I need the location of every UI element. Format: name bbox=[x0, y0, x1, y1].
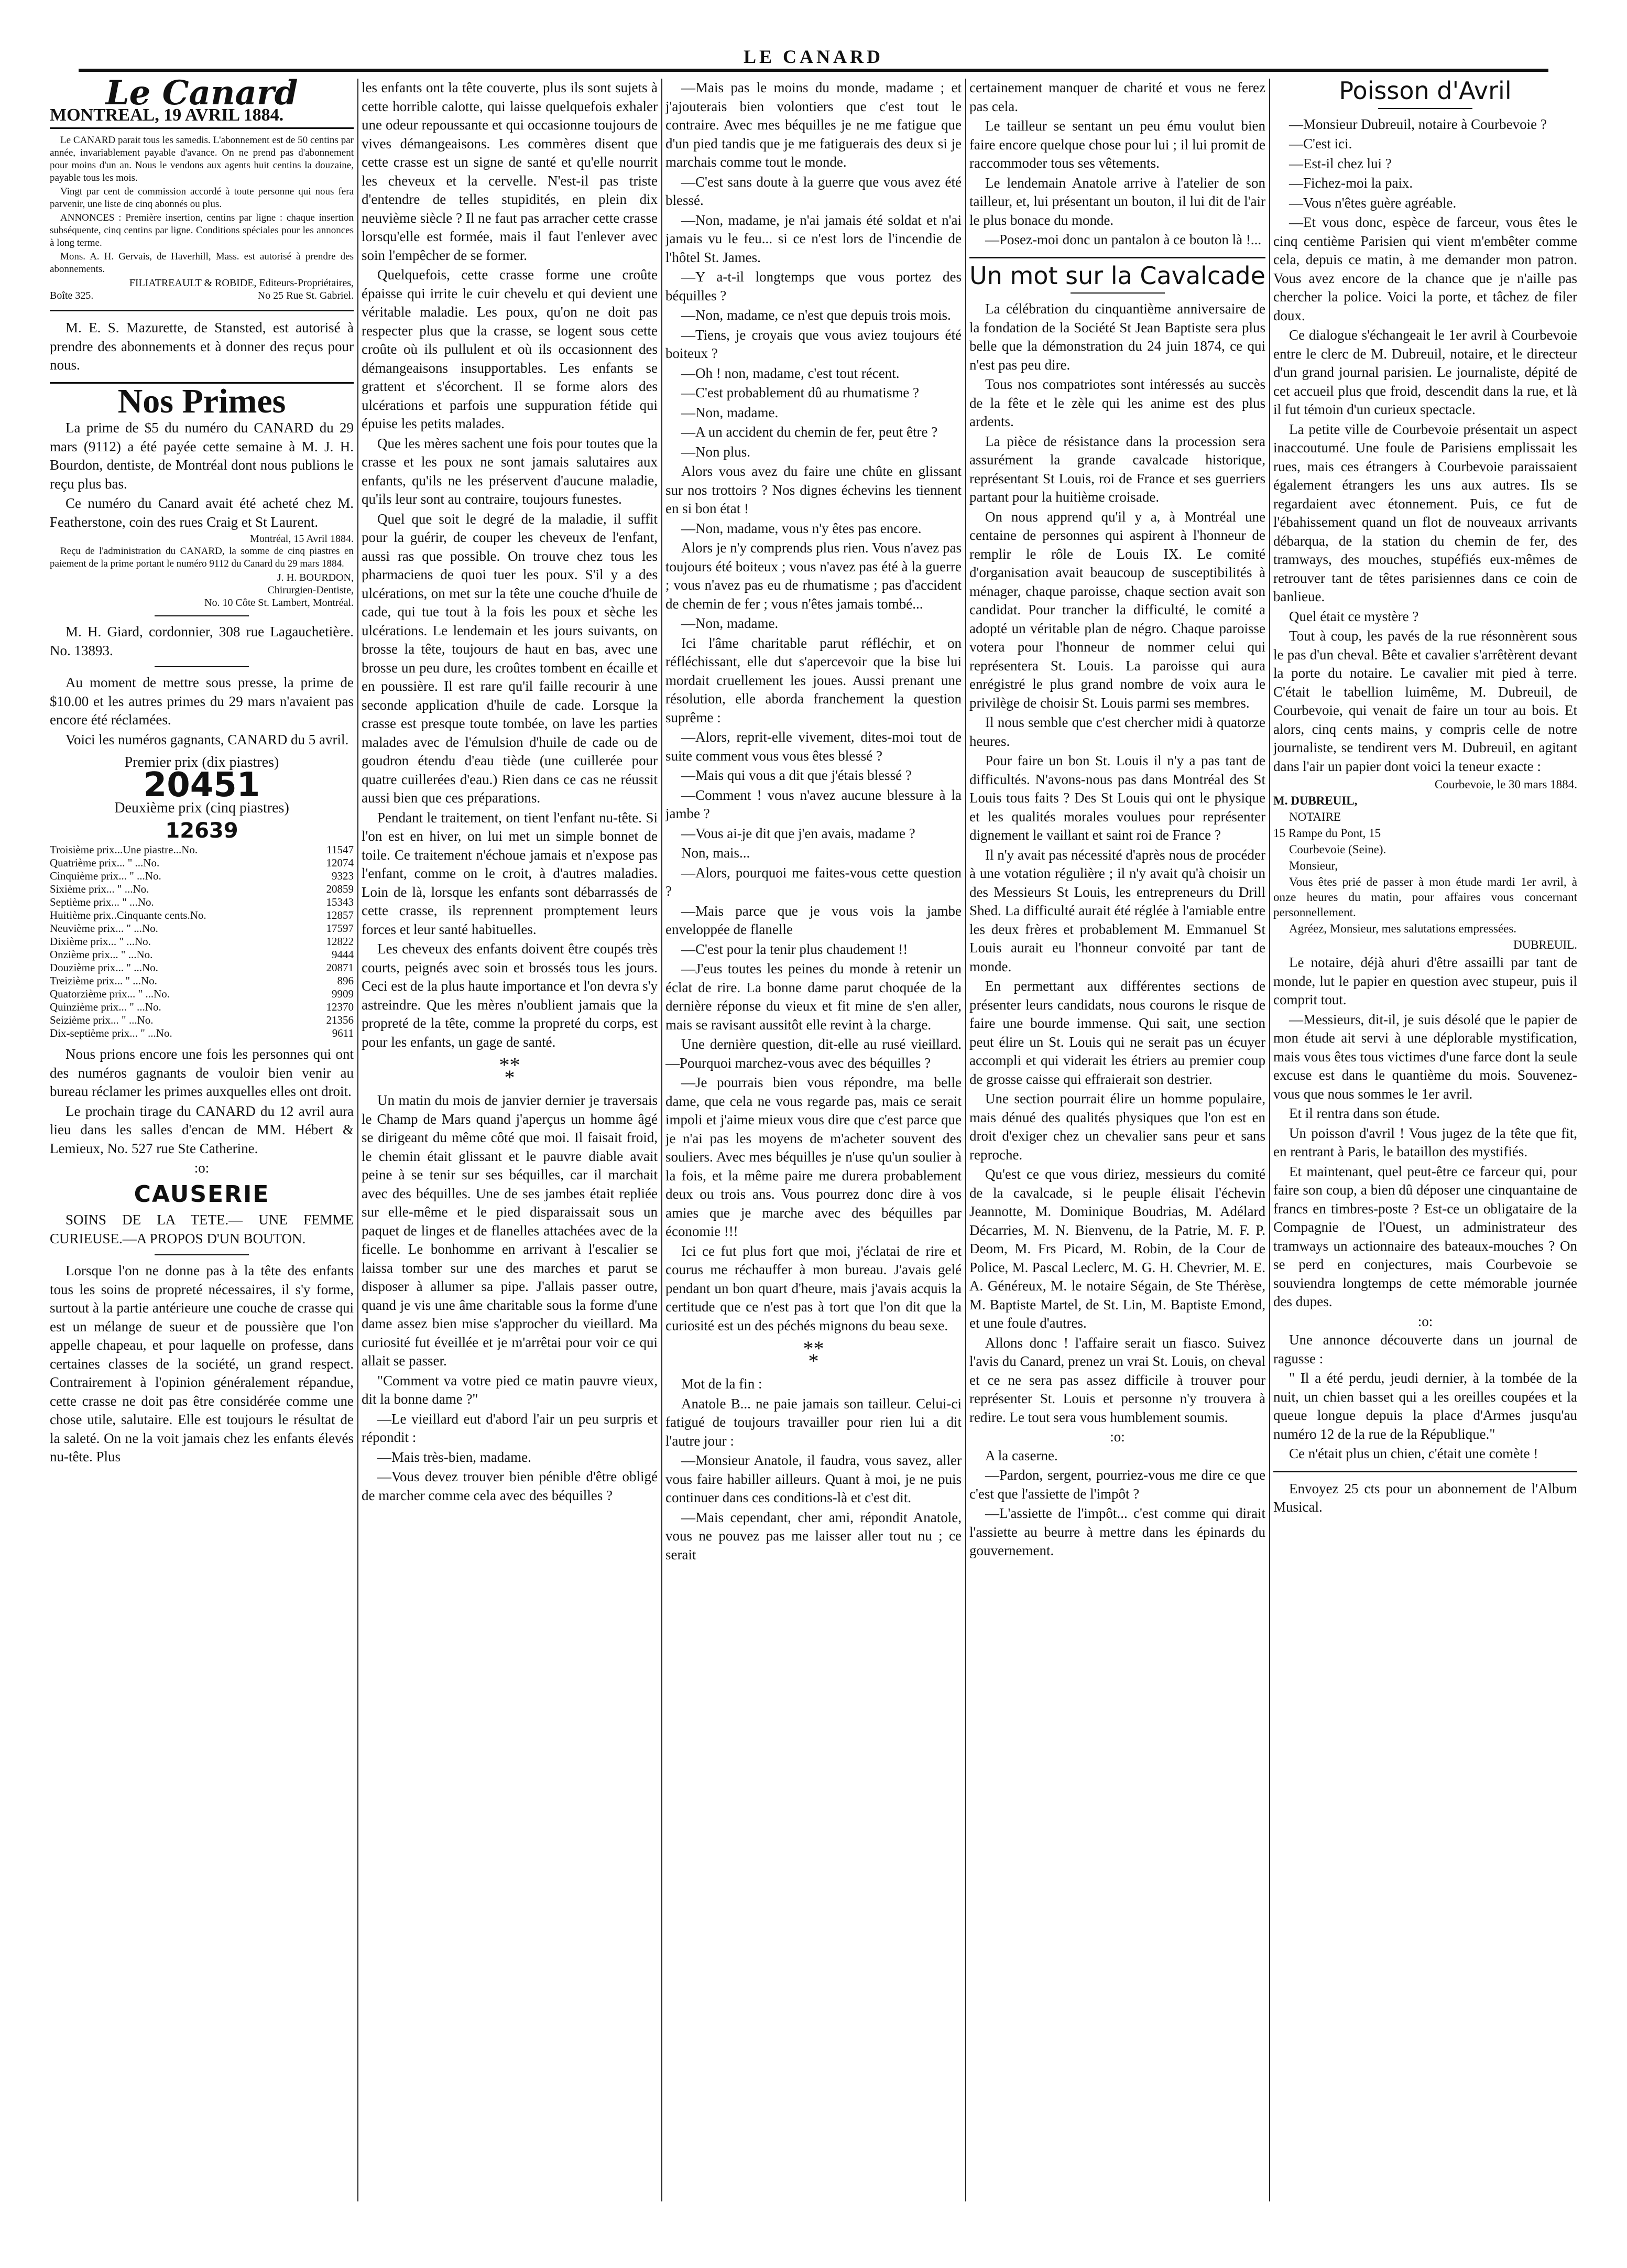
dialogue-line: Non, mais... bbox=[681, 845, 750, 861]
article-paragraph: Le tailleur se sentant un peu ému voulut bien faire encore quelque chose pour lui ; il lui promit de raccommoder tous ses vêtements. bbox=[969, 118, 1265, 171]
column-5 bbox=[1273, 79, 1577, 2201]
article-paragraph: Il nous semble que c'est chercher midi à quatorze heures. bbox=[969, 714, 1265, 749]
header-rule bbox=[79, 46, 1548, 72]
divider-rule bbox=[1071, 292, 1165, 294]
address-line bbox=[50, 289, 354, 302]
article-paragraph: Et maintenant, quel peut-être ce farceur qui, pour faire son coup, a bien dû déposer une cinquantaine de francs en timbres-poste ? Est-ce un obligataire de la Compagnie de l'Ouest, un administrateur des tramways un actionnaire des bateaux-mouches ? On se perd en conjectures, mais Courbevoie se souviendra longtemps de cette mémorable journée des dupes. bbox=[1273, 1163, 1577, 1309]
dialogue-line: —Mais parce que je vous vois la jambe enveloppée de flanelle bbox=[665, 903, 962, 937]
dialogue-line: —Est-il chez lui ? bbox=[1289, 155, 1392, 171]
article-paragraph: Un poisson d'avril ! Vous jugez de la tête que fit, en rentrant à Paris, le bataillon des mystifiés. bbox=[1273, 1125, 1577, 1159]
prize-label: Quatrième prix... " ...No. bbox=[50, 856, 160, 869]
prize-row bbox=[50, 843, 354, 856]
divider-rule bbox=[969, 257, 1265, 258]
section-divider: :o: bbox=[1110, 1429, 1125, 1445]
dialogue-line: —C'est pour la tenir plus chaudement !! bbox=[681, 941, 908, 957]
dialogue-line: —Mais qui vous a dit que j'étais blessé ? bbox=[681, 767, 912, 783]
article-paragraph: —Vous devez trouver bien pénible d'être obligé de marcher comme cela avec des béquilles ? bbox=[362, 1469, 658, 1503]
column-4 bbox=[969, 79, 1265, 2201]
article-paragraph: Envoyez 25 cts pour un abonnement de l'Album Musical. bbox=[1273, 1480, 1577, 1515]
info-paragraph: Le CANARD parait tous les samedis. L'abonnement est de 50 centins par année, invariablement payable d'avance. On ne prend pas d'abonnement pour moins d'un an. Nous le vendons aux agents huit centins la douzaine, payable tous les mois. bbox=[50, 135, 354, 183]
prize-label: Onzième prix... " ...No. bbox=[50, 948, 153, 961]
prize-list bbox=[50, 843, 354, 1040]
divider-rule bbox=[155, 615, 249, 616]
prize-no: 9323 bbox=[332, 870, 354, 882]
letter-body: Vous êtes prié de passer à mon étude mardi 1er avril, à onze heures du matin, pour affaires vous concernant personnellement. bbox=[1273, 875, 1577, 919]
column-divider bbox=[1269, 79, 1270, 2201]
dialogue-line: —Y a-t-il longtemps que vous portez des béquilles ? bbox=[665, 269, 962, 303]
prize-label: Cinquième prix... " ...No. bbox=[50, 870, 161, 882]
prize-row bbox=[50, 856, 354, 870]
prize-no: 9444 bbox=[332, 948, 354, 961]
prize-label: Sixième prix... " ...No. bbox=[50, 883, 149, 895]
column-divider bbox=[965, 79, 966, 2201]
prize-label: Seizième prix... " ...No. bbox=[50, 1014, 154, 1026]
article-paragraph: Allons donc ! l'affaire serait un fiasco. Suivez l'avis du Canard, prenez un vrai St. Louis, on cheval et ce ne sera pas assez difficile à trouver pour représenter St. Louis et personne n'y trouvera à redire. Le tout sera vous humblement soumis. bbox=[969, 1334, 1265, 1425]
article-paragraph: Il n'y avait pas nécessité d'après nous de procéder à une votation régulière ; il n'y avait qu'à choisir un des Messieurs St Louis, les entrepreneurs du Drill Shed. La difficulté aurait été réglée à l'amiable entre les deux frères et probablement M. Emmanuel St Louis aurait eu l'honneur convoité par tant de monde. bbox=[969, 847, 1265, 974]
section-divider: :o: bbox=[194, 1160, 210, 1176]
article-paragraph: En permettant aux différentes sections de présenter leurs candidats, nous courons le risque de faire une bourde immense. Qui sait, une section peut élire un St. Louis qui ne serait pas un écuyer accompli et qui viderait les étriers au premier coup de grosse caisse qui effraierait son destrier. bbox=[969, 978, 1265, 1087]
article-paragraph: Ce dialogue s'échangeait le 1er avril à Courbevoie entre le clerc de M. Dubreuil, notaire, et le directeur d'un grand journal parisien. Le journaliste, dépité de cet accueil plus que froid, descendit dans la rue, et là il fut témoin d'un curieux spectacle. bbox=[1273, 327, 1577, 417]
article-paragraph: Pendant le traitement, on tient l'enfant nu-tête. Si l'on est en hiver, on lui met un simple bonnet de toile. Ce traitement n'échoue jamais et n'expose pas l'enfant, comme on le croit, à d'autres maladies. Loin de là, lorsque les enfants sont débarrassés de cette crasse, ils reprennent promptement leurs forces et leur santé habituelles. bbox=[362, 809, 658, 937]
article-paragraph: Que les mères sachent une fois pour toutes que la crasse et les poux ne sont jamais salutaires aux enfants, qu'ils ne les préservent d'aucune maladie, qu'ils leur sont au contraire, toujours funestes. bbox=[362, 435, 658, 507]
column-3 bbox=[665, 79, 962, 2201]
prize-label: Treizième prix... " ...No. bbox=[50, 974, 157, 987]
dialogue-line: —Et vous donc, espèce de farceur, vous êtes le cinq centième Parisien qui vient m'embêter comme cela, depuis ce matin, à me demander mon patron. Vous avez encore de la chance que je n'aille pas chercher la police. Voici la porte, et tâchez de filer doux. bbox=[1273, 214, 1577, 323]
dialogue-line: —C'est probablement dû au rhumatisme ? bbox=[681, 385, 920, 400]
dialogue-line: —Mais cependant, cher ami, répondit Anatole, vous ne pouvez pas me laisser aller tout nu ; ce serait bbox=[665, 1509, 962, 1562]
letter-greeting: Monsieur, bbox=[1289, 859, 1338, 872]
dialogue-line: Alors je n'y comprends plus rien. Vous n'avez pas toujours été boiteux ; vous n'avez pas été à la guerre ; vous n'avez pas eu de rhumatisme ; pas d'accident de chemin de fer ; vous n'êtes jamais tombé... bbox=[665, 540, 962, 612]
prize-no: 17597 bbox=[326, 922, 354, 935]
prize-row bbox=[50, 870, 354, 883]
receipt-date: Montréal, 15 Avril 1884. bbox=[250, 533, 354, 545]
prize-row bbox=[50, 987, 354, 1001]
article-paragraph: A la caserne. bbox=[985, 1447, 1058, 1463]
causerie-paragraph: Lorsque l'on ne donne pas à la tête des enfants tous les soins de propreté nécessaires, il s'y forme, surtout à la partie antérieure une couche de crasse qui est un mélange de sueur et de poussière que l'on appelle chapeau, et pour laquelle on professe, dans certaines classes de la société, un grand respect. Contrairement à l'opinion généralement répandue, cette crasse ne doit pas être considérée comme une chose utile, salutaire. Elle est toujours le résultat de la saleté. On ne la voit jamais chez les enfants élevés nu-tête. Plus bbox=[50, 1263, 354, 1464]
dialogue-line: —Non, madame, je n'ai jamais été soldat et n'ai jamais vu le feu... si ce n'est lors de l'incendie de l'hôtel St. James. bbox=[665, 212, 962, 265]
prize-no: 12857 bbox=[326, 909, 354, 921]
section-divider: :o: bbox=[1417, 1313, 1433, 1329]
prize-label: Septième prix... " ...No. bbox=[50, 896, 154, 908]
divider-rule bbox=[50, 310, 354, 311]
column-2 bbox=[362, 79, 658, 2201]
prize-no: 9611 bbox=[332, 1027, 354, 1039]
prize-label: Dixième prix... " ...No. bbox=[50, 935, 151, 948]
notary-letter bbox=[1273, 777, 1577, 952]
moment-notice: Au moment de mettre sous presse, la prime de $10.00 et les autres primes du 29 mars n'avaient pas encore été réclamées. bbox=[50, 675, 354, 728]
dialogue-line: Ici ce fut plus fort que moi, j'éclatai de rire et courus me réchauffer à mon bureau. J'avais gelé pendant un bon quart d'heure, mais j'avais acquis la certitude que ce n'est pas à tort que l'on dit que la curiosité est un des péchés mignons du beau sexe. bbox=[665, 1243, 962, 1333]
column-divider bbox=[661, 79, 662, 2201]
dialogue-line: Alors vous avez du faire une chûte en glissant sur nos trottoirs ? Nos dignes échevins les tiennent en si bon état ! bbox=[665, 463, 962, 516]
article-paragraph: La petite ville de Courbevoie présentait un aspect inaccoutumé. Une foule de Parisiens emplissait les rues, mais ces étrangers à Courbevoie paraissaient également étrangers les uns aux autres. Ils se regardaient avec étonnement. Puis, ce fut de l'ébahissement quand un flot de nouveaux arrivants débarqua, de la station du chemin de fer, des tramways, des mouches, stupéfiés eux-mêmes de retrouver tant de têtes parisiennes dans ce coin de banlieue. bbox=[1273, 421, 1577, 604]
info-paragraph: Mons. A. H. Gervais, de Haverhill, Mass. est autorisé à prendre des abonnements. bbox=[50, 251, 354, 275]
letter-title: NOTAIRE bbox=[1289, 810, 1341, 823]
column-divider bbox=[357, 79, 358, 2201]
asterism: ** * bbox=[803, 1337, 824, 1373]
article-paragraph: La célébration du cinquantième anniversaire de la fondation de la Société St Jean Baptiste sera plus belle que la démonstration du 24 juin 1874, ce qui n'est pas peu dire. bbox=[969, 301, 1265, 373]
info-paragraph: ANNONCES : Première insertion, centins par ligne : chaque insertion subséquente, cinq centins par ligne. Conditions spéciales pour les annonces à long terme. bbox=[50, 212, 354, 248]
article-paragraph: "Comment va votre pied ce matin pauvre vieux, dit la bonne dame ?" bbox=[362, 1372, 658, 1407]
dialogue-line: —Monsieur Dubreuil, notaire à Courbevoie ? bbox=[1289, 116, 1547, 132]
dialogue-line: —Alors, reprit-elle vivement, dites-moi tout de suite comment vous vous êtes blessé ? bbox=[665, 729, 962, 764]
letter-name: M. DUBREUIL, bbox=[1273, 794, 1358, 807]
boite: Boîte 325. bbox=[50, 290, 94, 301]
divider-rule bbox=[1273, 1471, 1577, 1472]
address: No 25 Rue St. Gabriel. bbox=[257, 290, 354, 301]
dialogue-line: —Comment ! vous n'avez aucune blessure à la jambe ? bbox=[665, 787, 962, 821]
article-paragraph: " Il a été perdu, jeudi dernier, à la tombée de la nuit, un chien basset qui a les oreilles coupées et la queue longue depuis la place d'Armes jusqu'au numéro 12 de la rue de la République." bbox=[1273, 1370, 1577, 1442]
receipt-signature: J. H. BOURDON, bbox=[277, 572, 354, 583]
article-paragraph: Une section pourrait élire un homme populaire, mais dénué des qualités physiques que l'on est en droit d'exiger chez un chevalier sans peur et sans reproche. bbox=[969, 1091, 1265, 1163]
prize-row bbox=[50, 1014, 354, 1027]
receipt-signature: No. 10 Côte St. Lambert, Montréal. bbox=[204, 597, 354, 609]
article-paragraph: —Mais très-bien, madame. bbox=[377, 1449, 531, 1465]
column-1 bbox=[50, 79, 354, 2201]
article-paragraph: —Messieurs, dit-il, je suis désolé que le papier de mon étude ait servi à une déplorable mystification, mais vous êtes tous victimes d'une farce dont la seule excuse est dans le quantième du mois. Souvenez-vous que nous sommes le 1er avril. bbox=[1273, 1011, 1577, 1102]
prize-no: 21356 bbox=[326, 1014, 354, 1026]
article-paragraph: —Le vieillard eut d'abord l'air un peu surpris et répondit : bbox=[362, 1410, 658, 1445]
prize-no: 11547 bbox=[326, 843, 354, 856]
prize-row bbox=[50, 1027, 354, 1040]
article-paragraph: Le lendemain Anatole arrive à l'atelier de son tailleur, et, lui présentant un bouton, il lui dit de l'air le plus bonace du monde. bbox=[969, 175, 1265, 228]
primes-title: Nos Primes bbox=[117, 382, 286, 420]
dialogue-line: —C'est ici. bbox=[1289, 136, 1352, 151]
divider-rule bbox=[155, 666, 249, 667]
dialogue-line: —J'eus toutes les peines du monde à retenir un éclat de rire. La bonne dame parut choquée de la dernière réponse du vieux et fit mine de s'en aller, mais se ravisant aussitôt elle revint à la charge. bbox=[665, 961, 962, 1033]
article-paragraph: Un matin du mois de janvier dernier je traversais le Champ de Mars quand j'aperçus un homme âgé se dirigeant du même côté que moi. Il faisait froid, le chemin était glissant et le pauvre diable avait peine à se tenir sur ses béquilles, car il marchait avec des béquilles. Une de ses jambes était repliée sur elle-même et le pied disparaissait sous un paquet de linges et de flanelles attachées avec de la ficelle. Le bonhomme en arrivant à l'escalier se laissa tomber sur une des marches et parut se disposer à allumer sa pipe. J'allais passer outre, quand je vis une âme charitable sous la forme d'une dame assez bien mise s'approcher du vieillard. Ma curiosité fut éveillée et je m'arrêtai pour voir ce qui allait se passer. bbox=[362, 1092, 658, 1369]
prize2-label: Deuxième prix (cinq piastres) bbox=[114, 800, 289, 816]
prize-row bbox=[50, 883, 354, 896]
prize-no: 12370 bbox=[326, 1001, 354, 1013]
letter-address: 15 Rampe du Pont, 15 bbox=[1273, 827, 1381, 840]
article-paragraph: Quel était ce mystère ? bbox=[1289, 608, 1419, 624]
dialogue-line: —Monsieur Anatole, il faudra, vous savez, aller vous faire habiller ailleurs. Quant à moi, je ne puis continuer dans ces conditions-là et c'est dit. bbox=[665, 1452, 962, 1505]
asterism: ** * bbox=[499, 1053, 520, 1089]
article-paragraph: On nous apprend qu'il y a, à Montréal une centaine de personnes qui aspirent à l'honneur de remplir le rôle de Louis IX. Le comité d'organisation avait beaucoup de susceptibilités à ménager, chaque paroisse, chaque section avait son candidat. Pour trancher la difficulté, le comité a adopté un véritable plan de négro. Chaque paroisse votera pour l'honneur de nommer celui qui représentera St. Louis. La paroisse qui aura enrégistré le plus grand nombre de voix aura le privilège de choisir St. Louis parmi ses membres. bbox=[969, 508, 1265, 711]
prize-no: 12822 bbox=[326, 935, 354, 948]
tirage-paragraph: Le prochain tirage du CANARD du 12 avril aura lieu dans les salles d'encan de MM. Hébert & Lemieux, No. 527 rue Ste Catherine. bbox=[50, 1103, 354, 1156]
dialogue-line: —Non, madame, vous n'y êtes pas encore. bbox=[681, 520, 922, 536]
city-date: MONTREAL, 19 AVRIL 1884. bbox=[50, 105, 284, 125]
article-paragraph: Quelquefois, cette crasse forme une croûte épaisse qui irrite le cuir chevelu et qui devient une véritable maladie. Les poux, qu'on ne doit pas respecter plus que la crasse, se logent sous cette croûte où ils pullulent et où ils occasionnent des démangeaisons insupportables. Les enfants se grattent et s'écorchent. Il se forme alors des ulcérations et parfois une suppuration fétide qui épuise les petits malades. bbox=[362, 267, 658, 431]
dialogue-line: —Non plus. bbox=[681, 443, 751, 460]
masthead: Le Canard bbox=[105, 79, 298, 113]
dialogue-line: Ici l'âme charitable parut réfléchir, et on réfléchissant, elle dut s'apercevoir que la bise lui mordait cruellement les joues. Aussi prenant une résolution, elle aborda franchement la question suprême : bbox=[665, 635, 962, 725]
prize-row bbox=[50, 896, 354, 909]
prions-paragraph: Nous prions encore une fois les personnes qui ont des numéros gagnants de vouloir bien venir au bureau réclamer les primes auxquelles elles ont droit. bbox=[50, 1046, 354, 1099]
prize-row bbox=[50, 935, 354, 948]
article-paragraph: les enfants ont la tête couverte, plus ils sont sujets à cette horrible calotte, qui laisse quelquefois exhaler une odeur repoussante et qui occasionne toujours de vives démangeaisons. Les commères disent que cette crasse est un signe de santé et qu'elle nourrit les cheveux et la cervelle. N'est-il pas triste d'entendre de telles stupidités, en plein dix neuvième siècle ? Il ne faut pas arracher cette crasse lorsqu'elle est formée, mais il faut l'enlever avec soin l'empêcher de se former. bbox=[362, 80, 658, 263]
dialogue-line: —C'est sans doute à la guerre que vous avez été blessé. bbox=[665, 173, 962, 208]
prize-label: Quatorzième prix... " ...No. bbox=[50, 987, 170, 1000]
divider-rule bbox=[1378, 108, 1472, 109]
prize-no: 12074 bbox=[326, 856, 354, 869]
letter-address: Courbevoie (Seine). bbox=[1289, 843, 1386, 856]
article-paragraph: Les cheveux des enfants doivent être coupés très courts, peignés avec soin et brossés tous les jours. Ceci est de la plus haute importance et l'on devra s'y astreindre. Que les mères n'oublient jamais que la propreté de la tête, comme la propreté du corps, est pour les enfants, un gage de santé. bbox=[362, 941, 658, 1050]
letter-signature: DUBREUIL. bbox=[1513, 938, 1577, 951]
receipt-text: Reçu de l'administration du CANARD, la somme de cinq piastres en paiement de la prime portant le numéro 9112 du Canard du 29 mars 1884. bbox=[50, 546, 354, 569]
prize-label: Douzième prix... " ...No. bbox=[50, 961, 158, 974]
article-paragraph: —L'assiette de l'impôt... c'est comme qui dirait l'assiette au beurre à mettre dans les épinards du gouvernement. bbox=[969, 1505, 1265, 1558]
prize-no: 15343 bbox=[326, 896, 354, 908]
article-paragraph: Pour faire un bon St. Louis il n'y a pas tant de difficultés. N'avons-nous pas dans Montréal des St Louis tous faits ? Des St Louis qui ont le physique et les qualités morales voulues pour représenter dignement le vaillant et saint roi de France ? bbox=[969, 753, 1265, 843]
running-head: LE CANARD bbox=[743, 46, 883, 67]
prize1-label: Premier prix (dix piastres) bbox=[124, 754, 279, 771]
dialogue-line: —Mais pas le moins du monde, madame ; et j'ajouterais bien volontiers que c'est tout le contraire. Avec mes béquilles je ne me fatigue que d'un pied tandis que je me fatiguerais des deux si je marchais comme tout le monde. bbox=[665, 80, 962, 170]
dialogue-line: —Je pourrais bien vous répondre, ma belle dame, que cela ne vous regarde pas, mais ce serait impoli et j'aime mieux vous dire que c'est parce que je n'ai pas les moyens de m'acheter souvent des souliers. Avec mes béquilles je n'use qu'un soulier à la fois, et la même paire me durera probablement deux ou trois ans. Vous pourrez donc dire à vos amies que je marche avec des béquilles par économie !!! bbox=[665, 1075, 962, 1239]
article-paragraph: Une annonce découverte dans un journal de ragusse : bbox=[1273, 1332, 1577, 1366]
info-paragraph: Vingt par cent de commission accordé à toute personne qui nous fera parvenir, une liste de cinq abonnés ou plus. bbox=[50, 186, 354, 210]
article-paragraph: Ce n'était plus un chien, c'était une comète ! bbox=[1289, 1446, 1538, 1461]
article-paragraph: Tout à coup, les pavés de la rue résonnèrent sous le pas d'un cheval. Bête et cavalier s'arrêtèrent devant la porte du notaire. Le cavalier mit pied à terre. C'était le tabellion luimême, M. Dubreuil, de Courbevoie, qui venait de faire un tour au bois. Et alors, cinq cents mains, y compris celle de notre journaliste, se tendirent vers M. Dubreuil, en agitant dans l'air un papier dont voici la teneur exacte : bbox=[1273, 628, 1577, 774]
prize-label: Huitième prix..Cinquante cents.No. bbox=[50, 909, 206, 921]
prize-label: Quinzième prix... " ...No. bbox=[50, 1001, 161, 1013]
primes-paragraph: Ce numéro du Canard avait été acheté chez M. Featherstone, coin des rues Craig et St Laurent. bbox=[50, 495, 354, 530]
primes-paragraph: La prime de $5 du numéro du CANARD du 29 mars (9112) a été payée cette semaine à M. J. H. Bourdon, dentiste, de Montréal dont nous publions le reçu plus bas. bbox=[50, 420, 354, 492]
prize-row bbox=[50, 948, 354, 961]
article-paragraph: La pièce de résistance dans la procession sera assurément la grande cavalcade historique, représentant St Louis, roi de France et ses guerriers partant pour la huitième croisade. bbox=[969, 433, 1265, 505]
cavalcade-title: Un mot sur la Cavalcade bbox=[969, 261, 1265, 290]
letter-close: Agréez, Monsieur, mes salutations empressées. bbox=[1289, 922, 1517, 935]
prize-no: 9909 bbox=[332, 987, 354, 1000]
dialogue-line: —Non, madame, ce n'est que depuis trois mois. bbox=[681, 307, 951, 323]
prize-row bbox=[50, 974, 354, 987]
letter-date: Courbevoie, le 30 mars 1884. bbox=[1434, 778, 1577, 791]
dialogue-line: —Fichez-moi la paix. bbox=[1289, 175, 1413, 191]
divider-rule bbox=[155, 1254, 249, 1255]
dateline bbox=[50, 106, 354, 129]
dialogue-line: —Oh ! non, madame, c'est tout récent. bbox=[681, 365, 900, 381]
receipt-signature: Chirurgien-Dentiste, bbox=[267, 584, 354, 596]
article-paragraph: —Posez-moi donc un pantalon à ce bouton là !... bbox=[985, 232, 1262, 247]
dialogue-line: —Alors, pourquoi me faites-vous cette question ? bbox=[665, 864, 962, 899]
mazurette-notice: M. E. S. Mazurette, de Stansted, est autorisé à prendre des abonnements et à donner des reçus pour nous. bbox=[50, 320, 354, 373]
prize-label: Troisième prix...Une piastre...No. bbox=[50, 843, 198, 856]
prize-label: Dix-septième prix... " ...No. bbox=[50, 1027, 172, 1039]
causerie-title: CAUSERIE bbox=[134, 1180, 270, 1208]
dialogue-line: —Tiens, je croyais que vous aviez toujours été boiteux ? bbox=[665, 327, 962, 361]
dialogue-line: —Non, madame. bbox=[681, 615, 779, 631]
article-paragraph: certainement manquer de charité et vous ne ferez pas cela. bbox=[969, 80, 1265, 114]
dialogue-line: —Vous ai-je dit que j'en avais, madame ? bbox=[681, 825, 915, 841]
giard-notice: M. H. Giard, cordonnier, 308 rue Lagauchetière. No. 13893. bbox=[50, 624, 354, 658]
prize-label: Neuvième prix... " ...No. bbox=[50, 922, 158, 935]
prize-row bbox=[50, 961, 354, 974]
article-paragraph: Et il rentra dans son étude. bbox=[1289, 1105, 1440, 1121]
publishers: FILIATREAULT & ROBIDE, Editeurs-Propriétaires, bbox=[129, 277, 354, 289]
dialogue-line: —Non, madame. bbox=[681, 404, 779, 420]
prize-row bbox=[50, 1001, 354, 1014]
dialogue-line: Une dernière question, dit-elle au rusé vieillard.—Pourquoi marchez-vous avec des béquilles ? bbox=[665, 1036, 962, 1071]
prize-no: 896 bbox=[337, 974, 354, 987]
article-paragraph: —Pardon, sergent, pourriez-vous me dire ce que c'est que l'assiette de l'impôt ? bbox=[969, 1467, 1265, 1502]
prize-row bbox=[50, 922, 354, 935]
dialogue-line: Mot de la fin : bbox=[681, 1376, 762, 1392]
article-paragraph: Le notaire, déjà ahuri d'être assailli par tant de monde, lut le papier en question avec stupeur, puis il comprit tout. bbox=[1273, 954, 1577, 1007]
causerie-subtitle: SOINS DE LA TETE.— UNE FEMME CURIEUSE.—A PROPOS D'UN BOUTON. bbox=[50, 1212, 354, 1246]
article-paragraph: Quel que soit le degré de la maladie, il suffit pour la guérir, de couper les cheveux de l'enfant, aussi ras que possible. On trouve chez tous les pharmaciens de quoi tuer les poux. S'il y a des ulcérations, on met sur la tête une couche d'huile de cade, qui tue tout à la fois les poux et sèche les ulcérations. Le lendemain et les jours suivants, on brosse la tête, toujours de haut en bas, avec une brosse un peu dure, les croûtes tombent en écaille et en poussière. Il est rare qu'il faille recourir à une seconde application d'huile de cade. Lorsque la crasse est presque toute tombée, on lave les parties malades avec de l'émulsion d'huile de cade ou de goudron étendu d'eau tiède (une cuillerée pour quatre cuillerées d'eau.) Rien dans ce cas ne réussit aussi bien que ces préparations. bbox=[362, 511, 658, 806]
poisson-title: Poisson d'Avril bbox=[1339, 79, 1512, 105]
prize2-number: 12639 bbox=[165, 818, 238, 843]
prize-row bbox=[50, 909, 354, 922]
dialogue-line: —A un accident du chemin de fer, peut être ? bbox=[681, 424, 938, 440]
prize-no: 20859 bbox=[326, 883, 354, 895]
dialogue-line: —Vous n'êtes guère agréable. bbox=[1289, 194, 1457, 211]
article-paragraph: Qu'est ce que vous diriez, messieurs du comité de la cavalcade, si le peuple élisait l'échevin Jeannotte, M. Dominique Boudrias, M. Adélard Décarries, M. N. Bienvenu, de la Patrie, M. F. P. Deom, M. Frs Picard, M. Robin, de la Cour de Police, M. Pascal Leclerc, M. G. H. Chevrier, M. E. A. Généreux, M. le notaire Ségain, de Ste Thérèse, M. Baptiste Martel, de St. Lin, M. Baptiste Emond, et une foule d'autres. bbox=[969, 1166, 1265, 1331]
prize1-number: 20451 bbox=[143, 765, 260, 805]
article-paragraph: Tous nos compatriotes sont intéressés au succès de la fête et le zèle qui les anime est des plus ardents. bbox=[969, 376, 1265, 429]
voici-notice: Voici les numéros gagnants, CANARD du 5 avril. bbox=[65, 731, 349, 747]
prize-no: 20871 bbox=[326, 961, 354, 974]
dialogue-line: Anatole B... ne paie jamais son tailleur. Celui-ci fatigué de toujours travailler pour rien lui a dit l'autre jour : bbox=[665, 1395, 962, 1449]
